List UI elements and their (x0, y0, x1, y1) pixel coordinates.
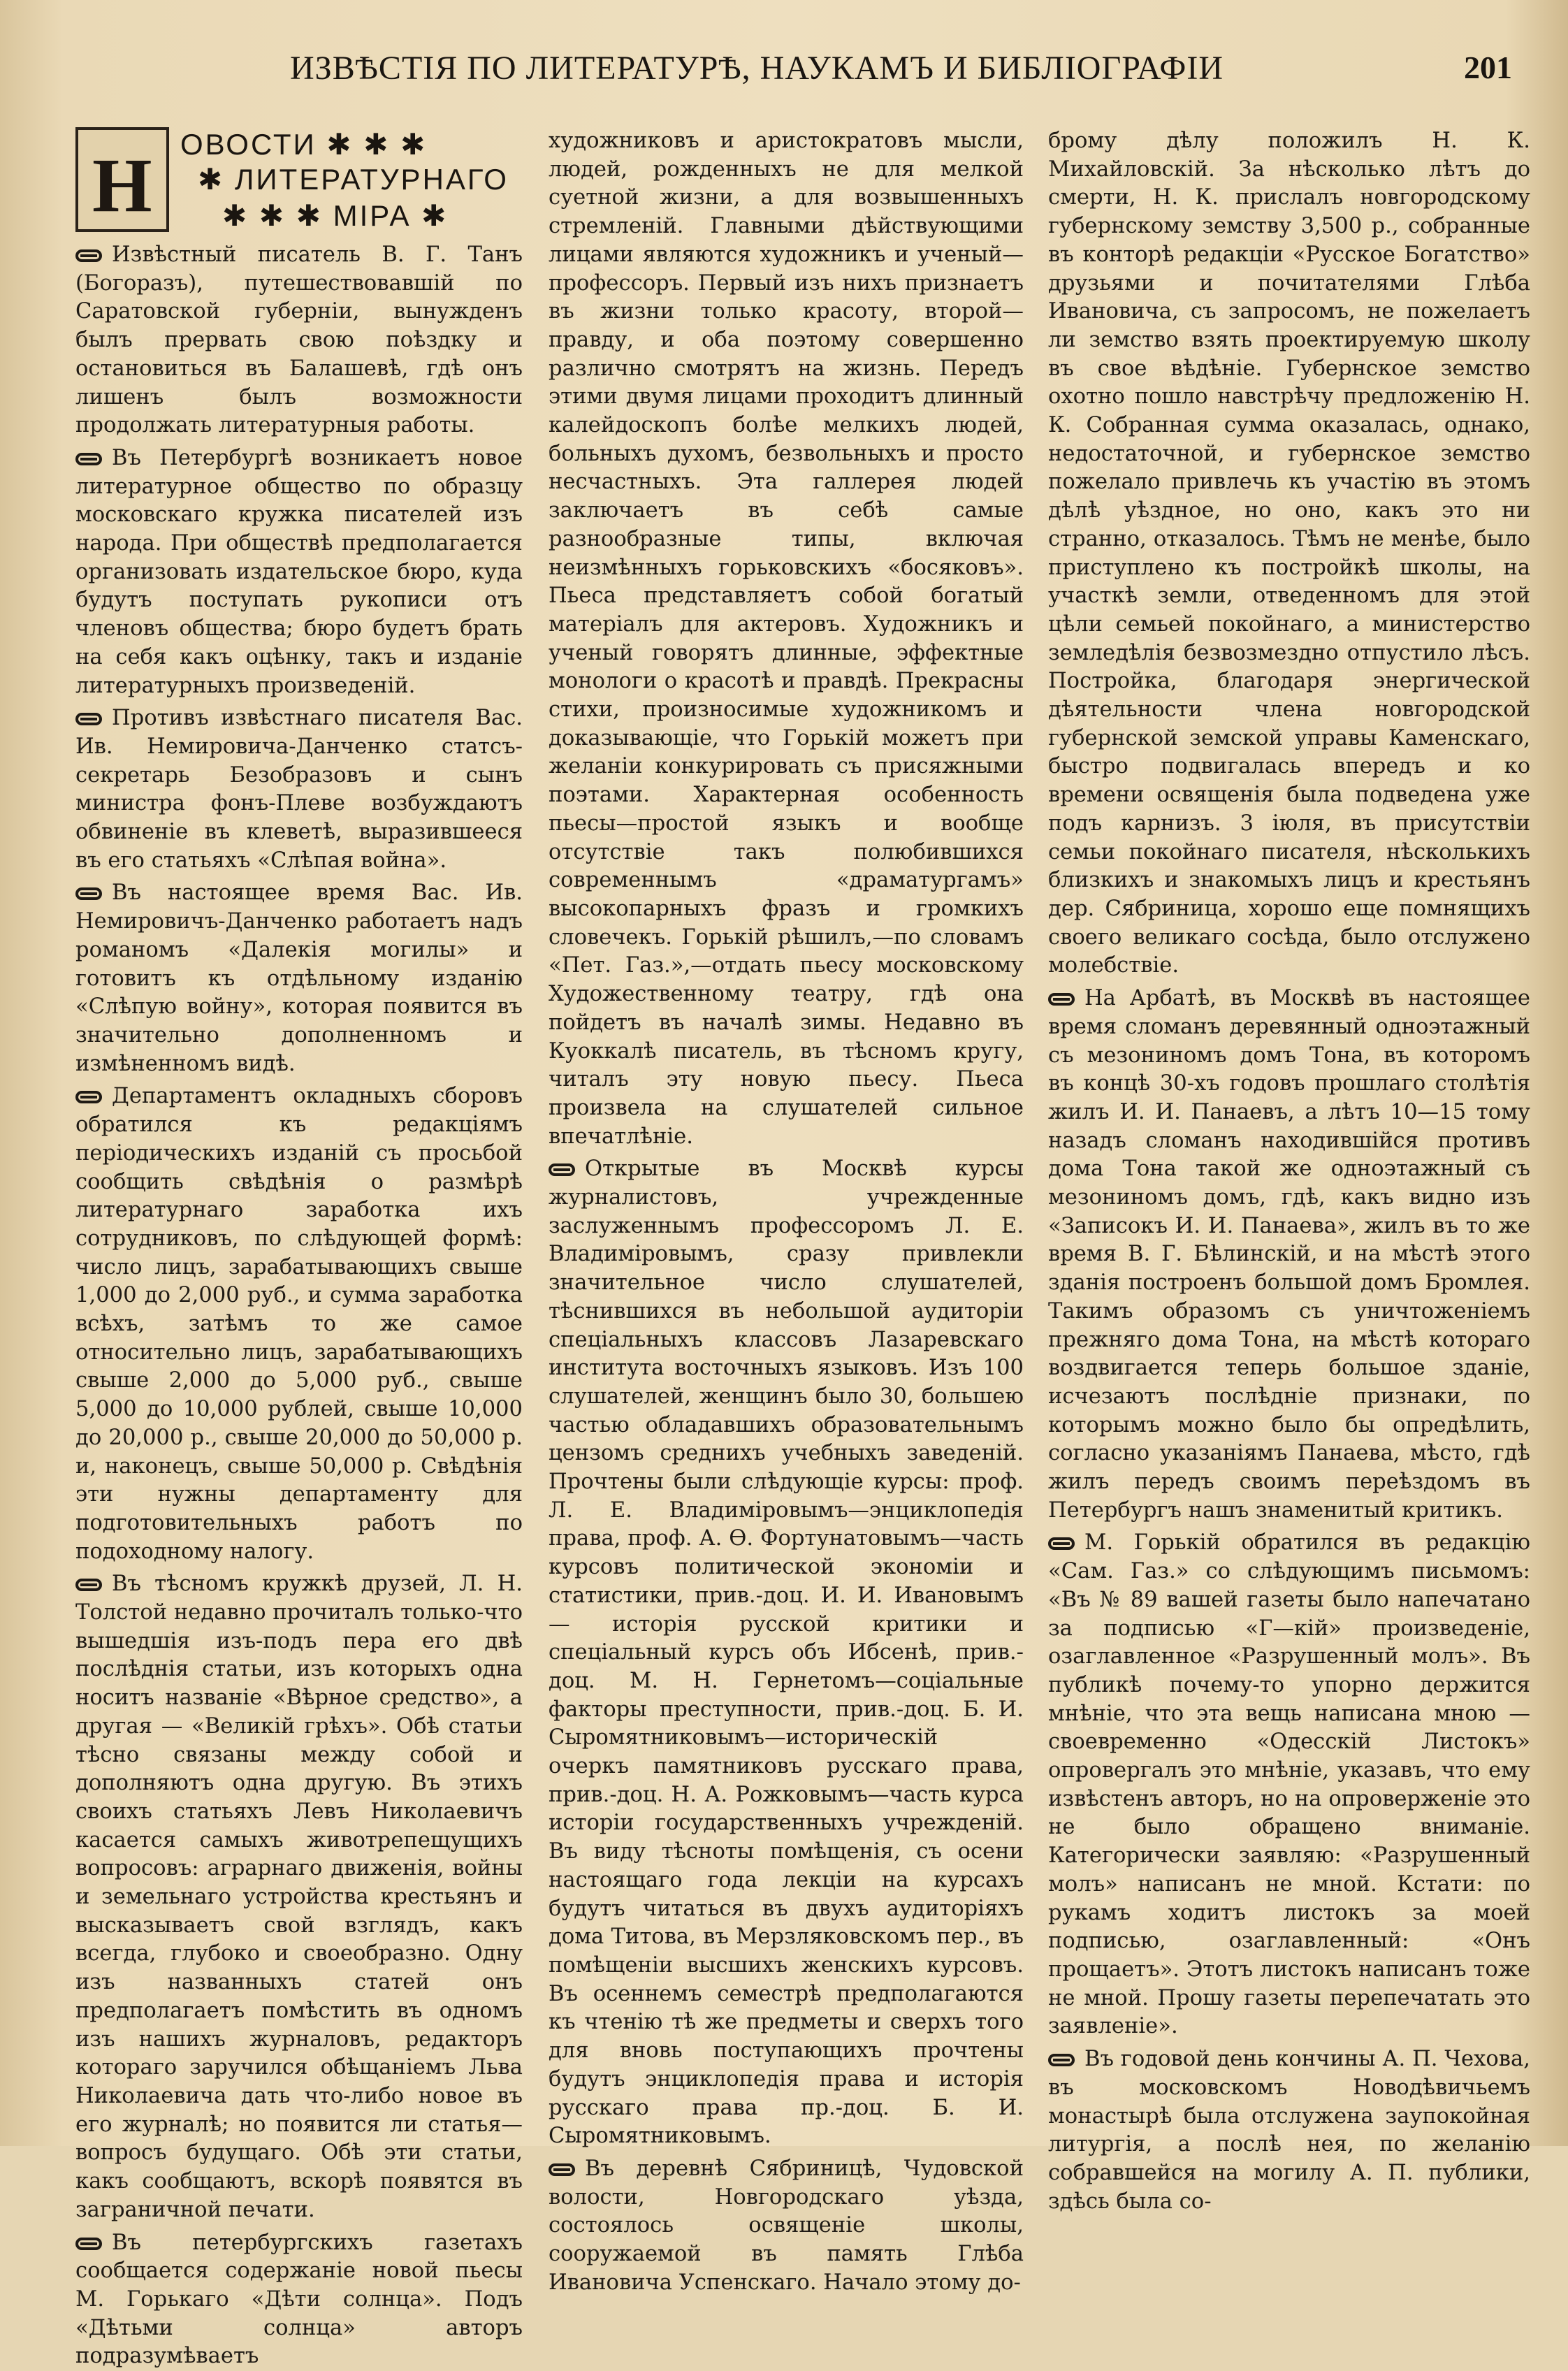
news-item: Извѣстный писатель В. Г. Танъ (Богоразъ), путешествовавшій по Саратовской губерніи, вынужденъ былъ прервать свою поѣздку и остановиться въ Балашевѣ, гдѣ онъ лишенъ былъ возможности продолжать литературныя работы. (75, 242, 523, 438)
column-3 (1048, 127, 1530, 2214)
section-heading (75, 127, 523, 239)
initial-letter: Н (92, 143, 152, 228)
column-1 (75, 241, 523, 2369)
item-marker-icon (549, 2163, 575, 2176)
heading-line-1: ОВОСТИ ✱ ✱ ✱ (180, 128, 428, 161)
news-item: Въ тѣсномъ кружкѣ друзей, Л. Н. Толстой недавно прочиталъ только-что вышедшія изъ-подъ пера его двѣ послѣднія статьи, изъ которыхъ одна носитъ названіе «Вѣрное средство», а другая — «Великій грѣхъ». Обѣ статьи тѣсно связаны между собой и дополняютъ одна другую. Въ этихъ своихъ статьяхъ Левъ Николаевичъ касается самыхъ животрепещущихъ вопросовъ: аграрнаго движенія, войны и земельнаго устройства крестьянъ и высказываетъ свой взглядъ, какъ всегда, глубоко и своеобразно. Одну изъ названныхъ статей онъ предполагаетъ помѣстить въ одномъ изъ нашихъ журналовъ, редакторъ котораго заручился обѣщаніемъ Льва Николаевича дать что-либо новое въ его журналѣ; но появится ли статья—вопросъ будущаго. Обѣ эти статьи, какъ сообщаютъ, вскорѣ появятся въ заграничной печати. (75, 1572, 523, 2222)
heading-line-3: ✱ ✱ ✱ МІРА ✱ (222, 199, 449, 232)
news-item: Въ деревнѣ Сябриницѣ, Чудовской волости, Новгородскаго уѣзда, состоялось освященіе школы, сооружаемой въ память Глѣба Ивановича Успенскаго. Начало этому до- (549, 2156, 1024, 2295)
item-marker-icon (1048, 1537, 1075, 1550)
news-item: Противъ извѣстнаго писателя Вас. Ив. Немировича-Данченко статсъ-секретарь Безобразовъ и сынъ министра фонъ-Плеве возбуждаютъ обвиненіе въ клеветѣ, выразившееся въ его статьяхъ «Слѣпая война». (75, 706, 523, 873)
item-marker-icon (549, 1163, 575, 1176)
news-item: Въ годовой день кончины А. П. Чехова, въ московскомъ Новодѣвичьемъ монастырѣ была отслужена заупокойная литургія, а послѣ нея, по желанію собравшейся на могилу А. П. публики, здѣсь была со- (1048, 2047, 1530, 2214)
heading-line-2: ✱ ЛИТЕРАТУРНАГО (198, 163, 509, 196)
item-marker-icon (75, 1579, 102, 1591)
decorated-initial (75, 127, 169, 232)
item-marker-icon (75, 887, 102, 900)
item-marker-icon (75, 1091, 102, 1103)
news-item: Открытые въ Москвѣ курсы журналистовъ, учрежденные заслуженнымъ профессоромъ Л. Е. Владиміровымъ, сразу привлекли значительное число слушателей, тѣснившихся въ небольшой аудиторіи спеціальныхъ классовъ Лазаревскаго института восточныхъ языковъ. Изъ 100 слушателей, женщинъ было 30, большею частью обладавшихъ образовательнымъ цензомъ среднихъ учебныхъ заведеній. Прочтены были слѣдующіе курсы: проф. Л. Е. Владиміровымъ—энциклопедія права, проф. А. Ѳ. Фортунатовымъ—часть курсовъ политической экономіи и статистики, прив.-доц. И. И. Ивановымъ — исторія русской критики и спеціальный курсъ объ Ибсенѣ, прив.-доц. М. Н. Гернетомъ—соціальные факторы преступности, прив.-доц. Б. И. Сыромятниковымъ—историческій очеркъ памятниковъ русскаго права, прив.-доц. Н. А. Рожковымъ—часть курса исторіи государственныхъ учрежденій. Въ виду тѣсноты помѣщенія, съ осени настоящаго года лекціи на курсахъ будутъ читаться въ двухъ аудиторіяхъ дома Титова, въ Мерзляковскомъ пер., въ помѣщеніи высшихъ женскихъ курсовъ. Въ осеннемъ семестрѣ предполагаются къ чтенію тѣ же предметы и сверхъ того для вновь поступающихъ прочтены будутъ энциклопедія права и исторія русскаго права пр.-доц. Б. И. Сыромятниковымъ. (549, 1157, 1024, 2149)
news-item: Департаментъ окладныхъ сборовъ обратился къ редакціямъ періодическихъ изданій съ просьбой сообщить свѣдѣнія о размѣрѣ литературнаго заработка ихъ сотрудниковъ, по слѣдующей формѣ: число лицъ, зарабатывающихъ свыше 1,000 до 2,000 руб., и сумма заработка всѣхъ, затѣмъ то же самое относительно лицъ, зарабатывающихъ свыше 2,000 до 5,000 руб., свыше 5,000 до 10,000 рублей, свыше 10,000 до 20,000 р., свыше 20,000 до 50,000 р. и, наконецъ, свыше 50,000 р. Свѣдѣнія эти нужны департаменту для подготовительныхъ работъ по подоходному налогу. (75, 1084, 523, 1564)
news-item: На Арбатѣ, въ Москвѣ въ настоящее время сломанъ деревянный одноэтажный съ мезониномъ домъ Тона, въ которомъ въ концѣ 30-хъ годовъ прошлаго столѣтія жилъ И. И. Панаевъ, а лѣтъ 10—15 тому назадъ сломанъ находившійся противъ дома Тона такой же одноэтажный съ мезониномъ домъ, гдѣ, какъ видно изъ «Записокъ И. И. Панаева», жилъ въ то же время В. Г. Бѣлинскій, и на мѣстѣ этого зданія построенъ большой домъ Бромлея. Такимъ образомъ съ уничтоженіемъ прежняго дома Тона, на мѣстѣ котораго воздвигается теперь большое зданіе, исчезаютъ послѣдніе признаки, по которымъ можно было бы опредѣлить, согласно указаніямъ Панаева, мѣсто, гдѣ жилъ передъ своимъ переѣздомъ въ Петербургъ нашъ знаменитый критикъ. (1048, 986, 1530, 1523)
item-marker-icon (1048, 993, 1075, 1006)
item-marker-icon (75, 249, 102, 262)
running-header (42, 43, 1526, 99)
page-number: 201 (1464, 50, 1512, 85)
item-marker-icon (1048, 2054, 1075, 2066)
news-item: М. Горькій обратился въ редакцію «Сам. Газ.» со слѣдующимъ письмомъ: «Въ № 89 вашей газеты было напечатано за подписью «Г—кій» произведеніе, озаглавленное «Разрушенный молъ». Въ публикѣ почему-то упорно держится мнѣніе, что эта вещь написана мною — своевременно «Одесскій Листокъ» опровергалъ это мнѣніе, указавъ, что ему извѣстенъ авторъ, но на опроверженіе это не было обращено вниманіе. Категорически заявляю: «Разрушенный молъ» написанъ не мной. Кстати: по рукамъ ходитъ листокъ за моей подписью, озаглавленный: «Онъ прощаетъ». Этотъ листокъ написанъ тоже не мной. Прошу газеты перепечатать это заявленіе». (1048, 1530, 1530, 2039)
news-item-continued: брому дѣлу положилъ Н. К. Михайловскій. За нѣсколько лѣтъ до смерти, Н. К. прислалъ новгородскому губернскому земству 3,500 р., собранные въ конторѣ редакціи «Русское Богатство» друзьями и почитателями Глѣба Ивановича, съ запросомъ, не пожелаетъ ли земство взять проектируемую школу въ свое вѣдѣніе. Губернское земство охотно пошло навстрѣчу предложенію Н. К. Собранная сумма оказалась, однако, недостаточной, и губернское земство пожелало привлечь къ участію въ этомъ дѣлѣ уѣздное, но оно, какъ это ни странно, отказалось. Тѣмъ не менѣе, было приступлено къ постройкѣ школы, на участкѣ земли, отведенномъ для этой цѣли семьей покойнаго, а министерство земледѣлія безвозмездно отпустило лѣсъ. Постройка, благодаря энергической дѣятельности члена новгородской губернской земской управы Каменскаго, быстро подвигалась впередъ и ко времени освященія была подведена уже подъ карнизъ. 3 іюля, въ присутствіи семьи покойнаго писателя, нѣсколькихъ близкихъ и знакомыхъ лицъ и крестьянъ дер. Сябриница, хорошо еще помнящихъ своего великаго сосѣда, было отслужено молебствіе. (1048, 129, 1530, 978)
journal-section-title: ИЗВѢСТІЯ ПО ЛИТЕРАТУРѢ, НАУКАМЪ И БИБЛІОГРАФІИ (290, 50, 1224, 87)
news-item: Въ настоящее время Вас. Ив. Немировичъ-Данченко работаетъ надъ романомъ «Далекія могилы» и готовитъ къ отдѣльному изданію «Слѣпую войну», которая появится въ значительно дополненномъ и измѣненномъ видѣ. (75, 880, 523, 1076)
item-marker-icon (75, 2238, 102, 2250)
news-item: Въ Петербургѣ возникаетъ новое литературное общество по образцу московскаго кружка писателей изъ народа. При обществѣ предполагается организовать издательское бюро, куда будутъ поступать рукописи отъ членовъ общества; бюро будетъ брать на себя какъ оцѣнку, такъ и изданіе литературныхъ произведеній. (75, 445, 523, 698)
column-2 (549, 127, 1024, 2295)
item-marker-icon (75, 713, 102, 725)
item-marker-icon (75, 453, 102, 465)
news-item-continued: художниковъ и аристократовъ мысли, людей, рожденныхъ не для мелкой суетной жизни, а для возвышенныхъ стремленій. Главными дѣйствующими лицами являются художникъ и ученый—профессоръ. Первый изъ нихъ признаетъ въ жизни только красоту, второй—правду, и оба поэтому совершенно различно смотрятъ на жизнь. Передъ этими двумя лицами проходитъ длинный калейдоскопъ болѣе мелкихъ людей, больныхъ духомъ, безвольныхъ и просто несчастныхъ. Эта галлерея людей заключаетъ въ себѣ самые разнообразные типы, включая неизмѣнныхъ горьковскихъ «босяковъ». Пьеса представляетъ собой богатый матеріалъ для актеровъ. Художникъ и ученый говорятъ длинные, эффектные монологи о красотѣ и правдѣ. Прекрасны стихи, произносимые художникомъ и доказывающіе, что Горькій можетъ при желаніи конкурировать съ присяжными поэтами. Характерная особенность пьесы—простой языкъ и вообще отсутствіе такъ полюбившихся современнымъ «драматургамъ» высокопарныхъ фразъ и громкихъ словечекъ. Горькій рѣшилъ,—по словамъ «Пет. Газ.»,—отдать пьесу московскому Художественному театру, гдѣ она пойдетъ въ началѣ зимы. Недавно въ Куоккалѣ писатель, въ тѣсномъ кругу, читалъ эту новую пьесу. Пьеса произвела на слушателей сильное впечатлѣніе. (549, 129, 1024, 1149)
news-item: Въ петербургскихъ газетахъ сообщается содержаніе новой пьесы М. Горькаго «Дѣти солнца». Подъ «Дѣтьми солнца» авторъ подразумѣваетъ (75, 2230, 523, 2369)
